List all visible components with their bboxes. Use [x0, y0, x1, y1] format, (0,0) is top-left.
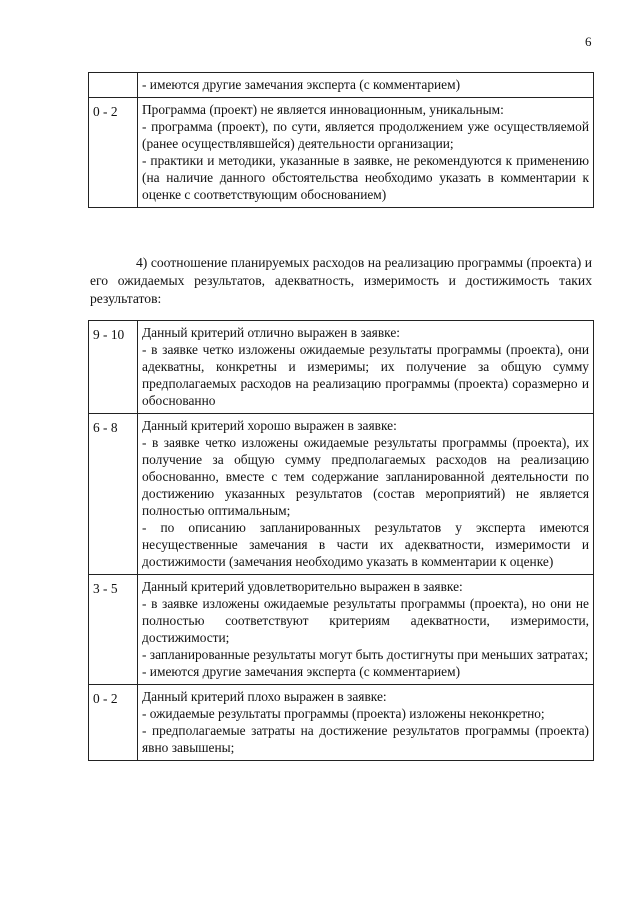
table-row — [89, 685, 594, 761]
description-cell — [138, 321, 594, 414]
description-line: - практики и методики, указанные в заявке, не рекомендуются к применению (на наличие данного обстоятельства необходимо указать в комментарии к оценке с соответствующим обоснованием) — [142, 153, 589, 202]
description-line: - имеются другие замечания эксперта (с комментарием) — [142, 664, 461, 679]
table-row — [89, 73, 594, 98]
description-line: Программа (проект) не является инновационным, уникальным: — [142, 102, 504, 117]
score-cell: 3 - 5 — [89, 575, 138, 685]
score-cell — [89, 73, 138, 98]
description-cell — [138, 575, 594, 685]
criteria-table-main — [88, 320, 594, 761]
table-row — [89, 321, 594, 414]
description-line: - программа (проект), по сути, является продолжением уже осуществляемой (ранее осуществлявшейся) деятельности организации; — [142, 119, 589, 151]
criteria-table-top — [88, 72, 594, 208]
description-line: - в заявке изложены ожидаемые результаты программы (проекта), но они не полностью соответствуют критериям адекватности, измеримости, достижимости; — [142, 596, 589, 645]
description-line: Данный критерий отлично выражен в заявке: — [142, 325, 400, 340]
table-row — [89, 98, 594, 208]
page-number: 6 — [585, 34, 592, 49]
description-line: - запланированные результаты могут быть достигнуты при меньших затратах; — [142, 647, 589, 662]
score-cell: 0 - 2 — [89, 98, 138, 208]
description-line: Данный критерий плохо выражен в заявке: — [142, 689, 387, 704]
criterion-paragraph: 4) соотношение планируемых расходов на реализацию программы (проекта) и его ожидаемых результатов, адекватность, измеримость и достижимость таких результатов: — [90, 255, 592, 306]
description-line: - ожидаемые результаты программы (проекта) изложены неконкретно; — [142, 706, 545, 721]
description-line: - в заявке четко изложены ожидаемые результаты программы (проекта), они адекватны, конкретны и измеримы; их получение за общую сумму предполагаемых расходов на реализацию программы (проекта) соразмерно и обоснованно — [142, 342, 589, 408]
table-row — [89, 414, 594, 575]
description-line: - в заявке четко изложены ожидаемые результаты программы (проекта), их получение за общую сумму предполагаемых расходов на реализацию обоснованно, вместе с тем содержание запланированной деятельности по достижению указанных результатов (состав мероприятий) не является полностью оптимальным; — [142, 435, 589, 518]
description-line: - имеются другие замечания эксперта (с комментарием) — [142, 77, 461, 92]
score-cell: 9 - 10 — [89, 321, 138, 414]
score-cell: 6 - 8 — [89, 414, 138, 575]
score-cell: 0 - 2 — [89, 685, 138, 761]
description-cell — [138, 98, 594, 208]
table-row — [89, 575, 594, 685]
description-cell — [138, 685, 594, 761]
description-cell — [138, 414, 594, 575]
description-line: Данный критерий хорошо выражен в заявке: — [142, 418, 397, 433]
description-cell — [138, 73, 594, 98]
description-line: Данный критерий удовлетворительно выражен в заявке: — [142, 579, 463, 594]
description-line: - по описанию запланированных результатов у эксперта имеются несущественные замечания в части их адекватности, измеримости и достижимости (замечания необходимо указать в комментарии к оценке) — [142, 520, 589, 569]
description-line: - предполагаемые затраты на достижение результатов программы (проекта) явно завышены; — [142, 723, 589, 755]
